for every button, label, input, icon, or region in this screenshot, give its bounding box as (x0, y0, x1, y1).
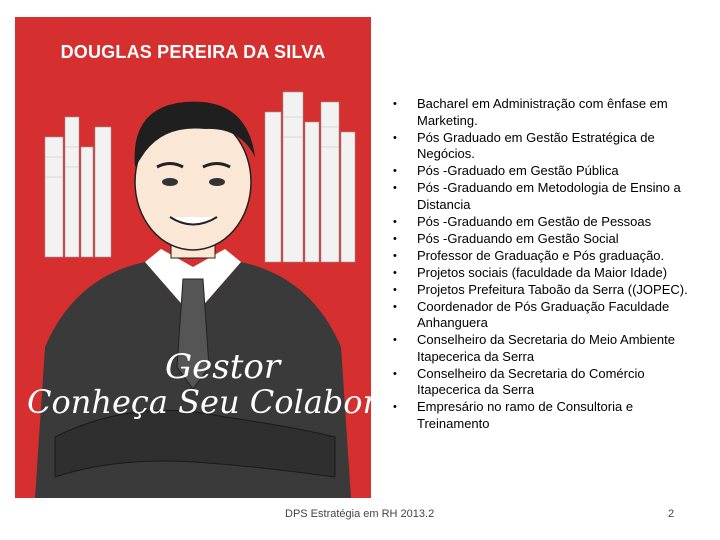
list-item: • Professor de Graduação e Pós graduação. (390, 248, 702, 265)
list-item: • Pós -Graduando em Gestão Social (390, 231, 702, 248)
page-number: 2 (668, 508, 675, 520)
caricature-illustration (15, 17, 371, 498)
qualifications-list (390, 96, 702, 433)
footer-text: DPS Estratégia em RH 2013.2 (285, 508, 435, 520)
list-item: • Conselheiro da Secretaria do Comércio Itapecerica da Serra (390, 366, 702, 399)
list-item: • Empresário no ramo de Consultoria e Treinamento (390, 399, 702, 432)
tagline-line-2: Conheça Seu Colaborador (27, 383, 452, 421)
tagline-line-1: Gestor (165, 347, 281, 387)
list-item: • Pós Graduado em Gestão Estratégica de Negócios. (390, 130, 702, 163)
list-item: • Pós -Graduado em Gestão Pública (390, 163, 702, 180)
poster-title: DOUGLAS PEREIRA DA SILVA (60, 41, 326, 62)
list-item: • Pós -Graduando em Gestão de Pessoas (390, 214, 702, 231)
list-item: • Pós -Graduando em Metodologia de Ensino a Distancia (390, 180, 702, 213)
list-item: • Projetos Prefeitura Taboão da Serra ((JOPEC). (390, 282, 702, 299)
list-item: • Conselheiro da Secretaria do Meio Ambiente Itapecerica da Serra (390, 332, 702, 365)
list-item: • Bacharel em Administração com ênfase em Marketing. (390, 96, 702, 129)
list-item: • Coordenador de Pós Graduação Faculdade Anhanguera (390, 299, 702, 332)
list-item: • Projetos sociais (faculdade da Maior Idade) (390, 265, 702, 282)
profile-poster (15, 17, 452, 498)
